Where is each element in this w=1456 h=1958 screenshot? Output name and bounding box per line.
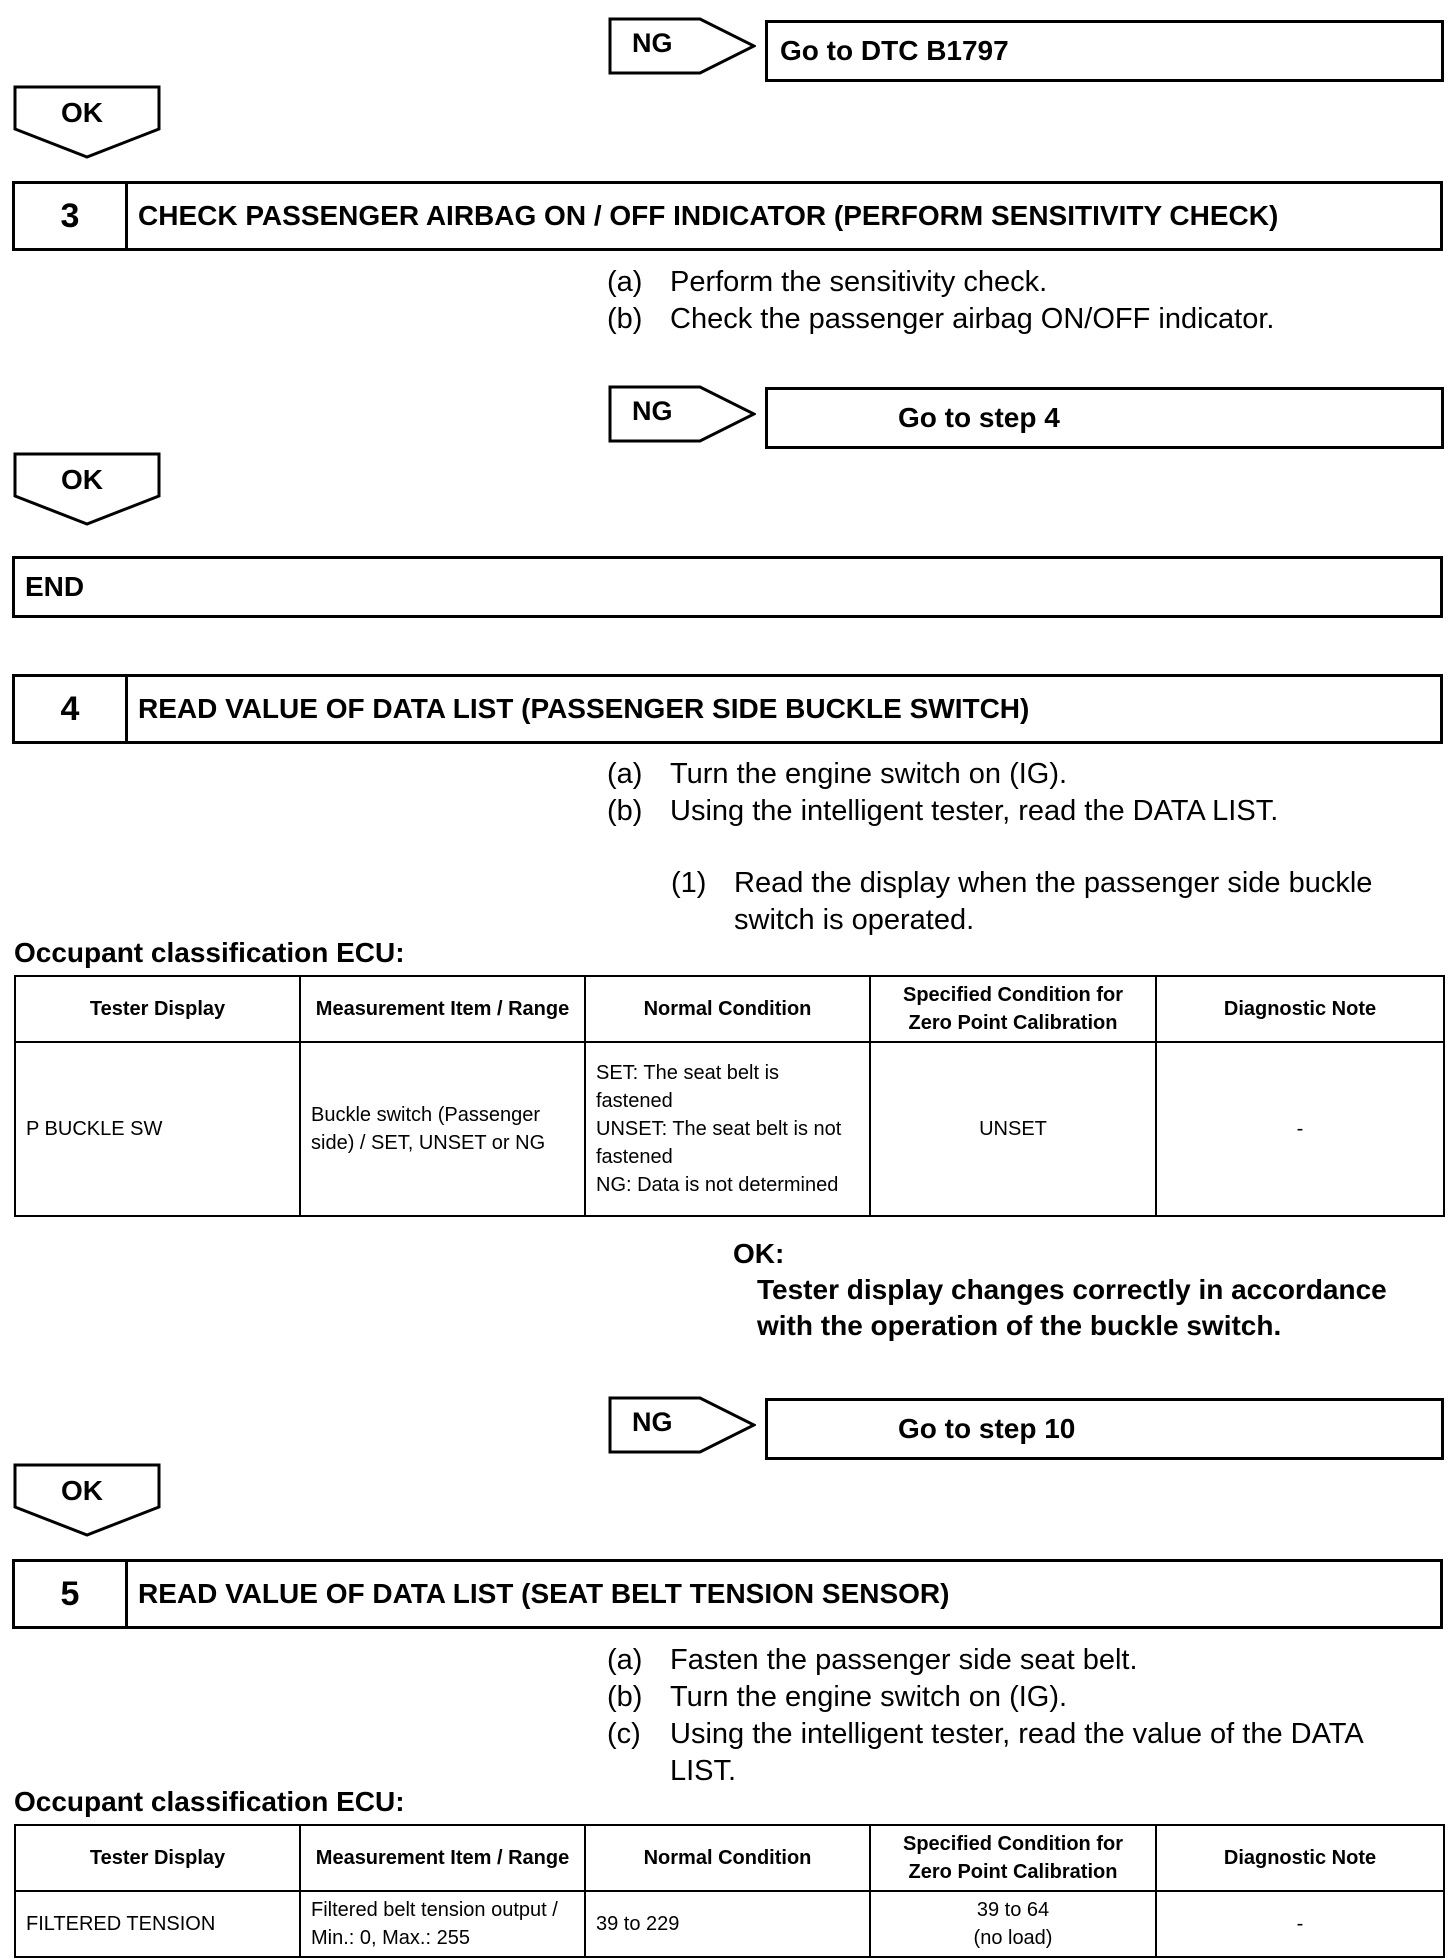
step-4-instructions: (a) Turn the engine switch on (IG). (b) Using the intelligent tester, read the DATA LIST. [607,758,1279,827]
step-5-number: 5 [15,1562,128,1626]
go-to-dtc-b1797-box[interactable] [765,20,1444,82]
data-list-table-tension [14,1824,1445,1958]
diagnostic-note-cell: - [1156,1891,1444,1957]
column-header: Diagnostic Note [1156,1825,1444,1891]
column-header: Specified Condition for Zero Point Calibration [870,1825,1156,1891]
step-3-title: CHECK PASSENGER AIRBAG ON / OFF INDICATOR (PERFORM SENSITIVITY CHECK) [138,200,1279,231]
ok-label: OK [61,97,103,128]
step-4-header [12,674,1443,744]
table-header-row [15,1825,1444,1891]
go-to-step-4-box[interactable] [765,387,1444,449]
go-to-step-10-label: Go to step 10 [898,1413,1076,1444]
step-4-title: READ VALUE OF DATA LIST (PASSENGER SIDE BUCKLE SWITCH) [138,693,1030,724]
ng-arrow-icon [608,385,756,443]
ok-label: OK [61,464,103,495]
specified-condition-cell: 39 to 64 (no load) [870,1891,1156,1957]
ok-label: OK [61,1475,103,1506]
ng-arrow-icon [608,17,756,75]
column-header: Tester Display [15,976,300,1042]
column-header: Tester Display [15,1825,300,1891]
column-header: Normal Condition [585,976,870,1042]
data-list-table-buckle [14,975,1445,1217]
end-box [12,556,1443,618]
ok-spec-heading: OK: [733,1238,785,1269]
step-5-header [12,1559,1443,1629]
ng-label: NG [632,28,673,58]
step-3-header [12,181,1443,251]
normal-condition-cell: 39 to 229 [585,1891,870,1957]
column-header: Specified Condition for Zero Point Calibration [870,976,1156,1042]
step-5-title: READ VALUE OF DATA LIST (SEAT BELT TENSION SENSOR) [138,1578,950,1609]
go-to-dtc-b1797-label: Go to DTC B1797 [780,35,1009,66]
step-3-instructions: (a) Perform the sensitivity check. (b) Check the passenger airbag ON/OFF indicator. [607,266,1275,335]
section-title: Occupant classification ECU: [14,937,405,968]
go-to-step-10-box[interactable] [765,1398,1444,1460]
step-4-sub-instruction: (1) Read the display when the passenger side buckle switch is operated. [671,867,1373,936]
end-label: END [25,571,85,602]
tester-display-cell: FILTERED TENSION [15,1891,300,1957]
table-row [15,1891,1444,1957]
step-3-number: 3 [15,184,128,248]
table-row [15,1042,1444,1216]
go-to-step-4-label: Go to step 4 [898,402,1060,433]
specified-condition-cell: UNSET [870,1042,1156,1216]
ng-arrow-icon [608,1396,756,1454]
ng-label: NG [632,396,673,426]
measurement-cell: Filtered belt tension output / Min.: 0, Max.: 255 [300,1891,585,1957]
column-header: Measurement Item / Range [300,1825,585,1891]
tester-display-cell: P BUCKLE SW [15,1042,300,1216]
column-header: Diagnostic Note [1156,976,1444,1042]
ng-label: NG [632,1407,673,1437]
normal-condition-cell: SET: The seat belt is fastened UNSET: The seat belt is not fastened NG: Data is not determined [585,1042,870,1216]
measurement-cell: Buckle switch (Passenger side) / SET, UNSET or NG [300,1042,585,1216]
column-header: Normal Condition [585,1825,870,1891]
column-header: Measurement Item / Range [300,976,585,1042]
diagnostic-note-cell: - [1156,1042,1444,1216]
step-4-number: 4 [15,677,128,741]
section-title: Occupant classification ECU: [14,1786,405,1817]
step-5-instructions: (a) Fasten the passenger side seat belt. (b) Turn the engine switch on (IG). (c) Using the intelligent tester, read the value of the DATA LIST. [607,1644,1363,1787]
table-header-row [15,976,1444,1042]
ok-spec-text: Tester display changes correctly in accordance with the operation of the buckle switch. [757,1274,1387,1341]
